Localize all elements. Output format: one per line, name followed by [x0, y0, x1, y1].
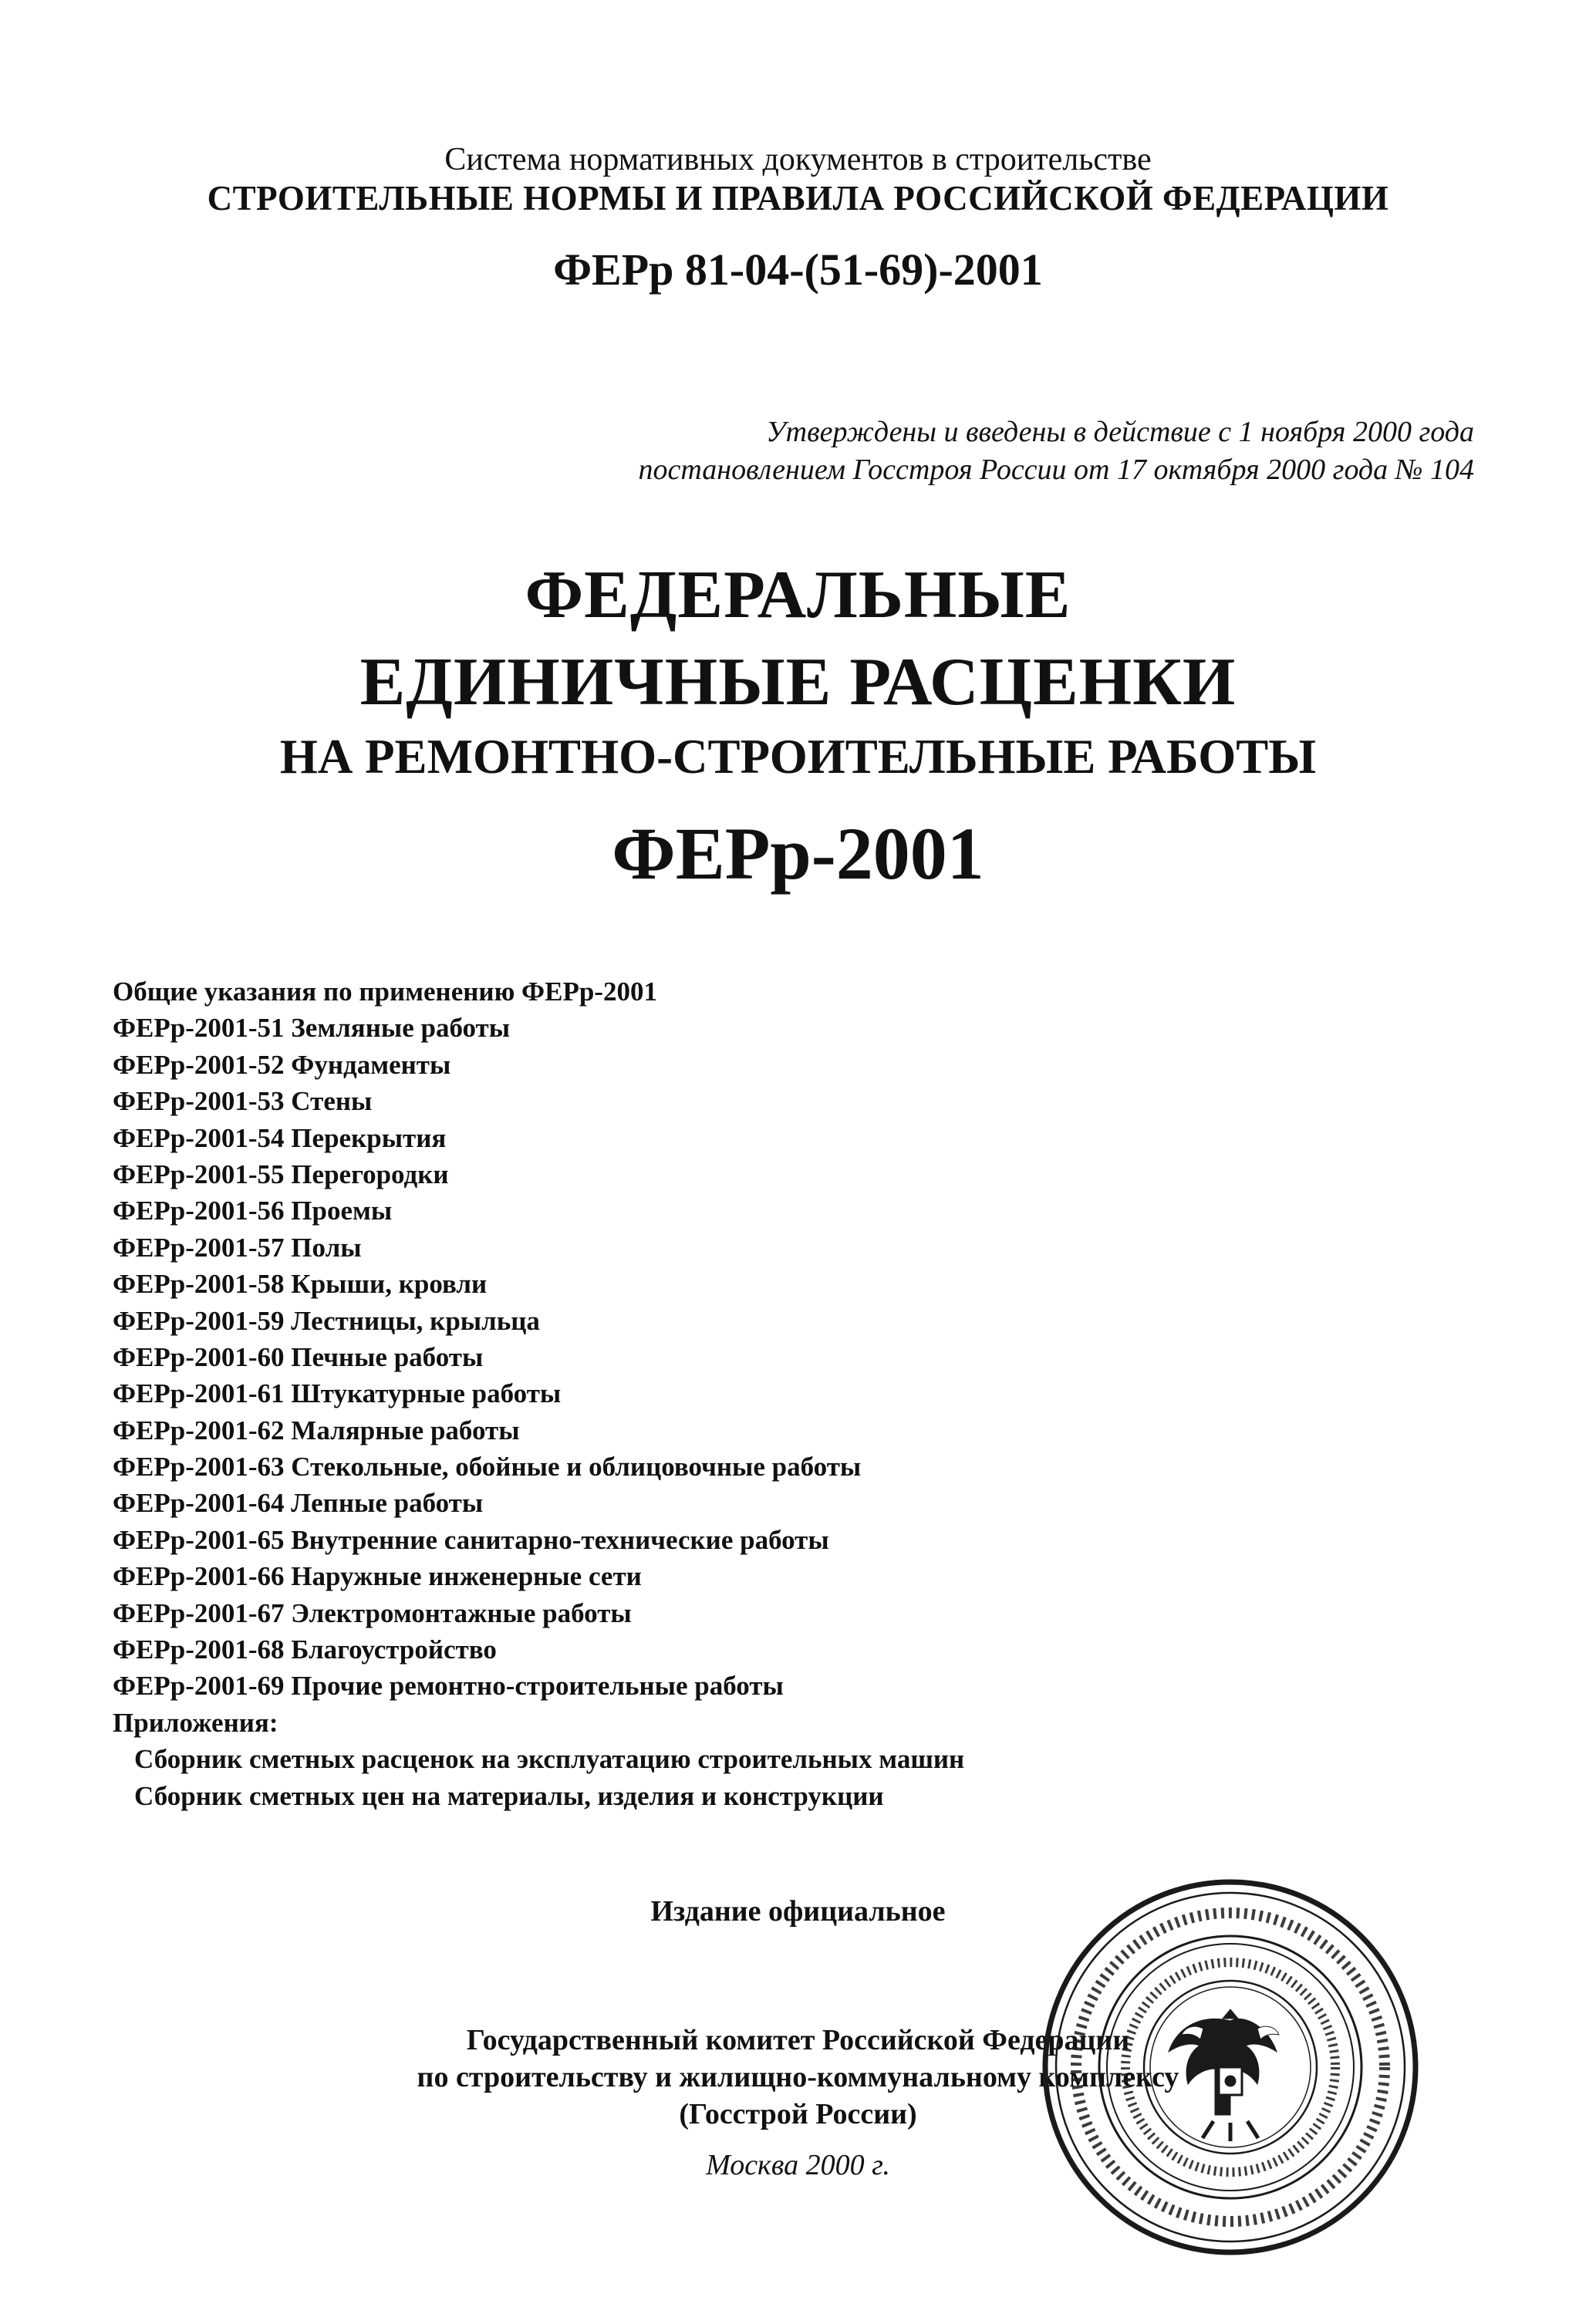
system-caption: Система нормативных документов в строительстве	[444, 142, 1152, 177]
contents-item: ФЕРр-2001-60 Печные работы	[113, 1341, 484, 1372]
contents-item: ФЕРр-2001-68 Благоустройство	[113, 1634, 497, 1665]
title-line-2: ЕДИНИЧНЫЕ РАСЦЕНКИ	[359, 645, 1237, 720]
title-line-3: НА РЕМОНТНО-СТРОИТЕЛЬНЫЕ РАБОТЫ	[279, 730, 1317, 784]
contents-item: ФЕРр-2001-67 Электромонтажные работы	[113, 1597, 632, 1628]
contents-item: ФЕРр-2001-54 Перекрытия	[113, 1122, 447, 1153]
contents-item: ФЕРр-2001-52 Фундаменты	[113, 1049, 451, 1080]
appendix-item: Сборник сметных расценок на эксплуатацию строительных машин	[134, 1744, 965, 1775]
contents-item: ФЕРр-2001-61 Штукатурные работы	[113, 1378, 562, 1409]
contents-list	[113, 973, 964, 1814]
contents-item: ФЕРр-2001-66 Наружные инженерные сети	[113, 1561, 642, 1592]
contents-item: ФЕРр-2001-58 Крыши, кровли	[113, 1269, 488, 1300]
contents-item: ФЕРр-2001-62 Малярные работы	[113, 1415, 520, 1445]
contents-item: ФЕРр-2001-59 Лестницы, крыльца	[113, 1305, 540, 1336]
contents-item: ФЕРр-2001-64 Лепные работы	[113, 1488, 484, 1519]
approval-line-1: Утверждены и введены в действие с 1 ноября 2000 года	[766, 416, 1474, 448]
title-line-1: ФЕДЕРАЛЬНЫЕ	[525, 558, 1071, 632]
contents-item: ФЕРр-2001-57 Полы	[113, 1232, 362, 1263]
norms-heading: СТРОИТЕЛЬНЫЕ НОРМЫ И ПРАВИЛА РОССИЙСКОЙ ФЕДЕРАЦИИ	[207, 179, 1389, 218]
contents-item: Общие указания по применению ФЕРр-2001	[113, 977, 657, 1007]
contents-item: ФЕРр-2001-53 Стены	[113, 1086, 373, 1117]
publisher-line-3: (Госстрой России)	[679, 2098, 917, 2130]
appendix-item: Сборник сметных цен на материалы, изделия и конструкции	[134, 1780, 884, 1811]
publisher-line-2: по строительству и жилищно-коммунальному комплексу	[417, 2061, 1179, 2093]
contents-item: ФЕРр-2001-51 Земляные работы	[113, 1013, 511, 1044]
contents-item: ФЕРр-2001-55 Перегородки	[113, 1159, 449, 1189]
city-year: Москва 2000 г.	[706, 2149, 890, 2181]
contents-item: ФЕРр-2001-65 Внутренние санитарно-технические работы	[113, 1524, 829, 1555]
contents-item: ФЕРр-2001-63 Стекольные, обойные и облицовочные работы	[113, 1452, 862, 1483]
approval-line-2: постановлением Госстроя России от 17 октября 2000 года № 104	[638, 454, 1474, 486]
title-line-4: ФЕРр-2001	[612, 812, 984, 895]
appendices-heading: Приложения:	[113, 1707, 278, 1738]
edition-note: Издание официальное	[650, 1895, 946, 1928]
publisher-line-1: Государственный комитет Российской Федерации	[466, 2024, 1130, 2056]
document-code: ФЕРр 81-04-(51-69)-2001	[553, 245, 1043, 295]
contents-item: ФЕРр-2001-69 Прочие ремонтно-строительные работы	[113, 1671, 784, 1702]
official-seal-icon	[1038, 1874, 1423, 2260]
contents-item: ФЕРр-2001-56 Проемы	[113, 1196, 393, 1226]
